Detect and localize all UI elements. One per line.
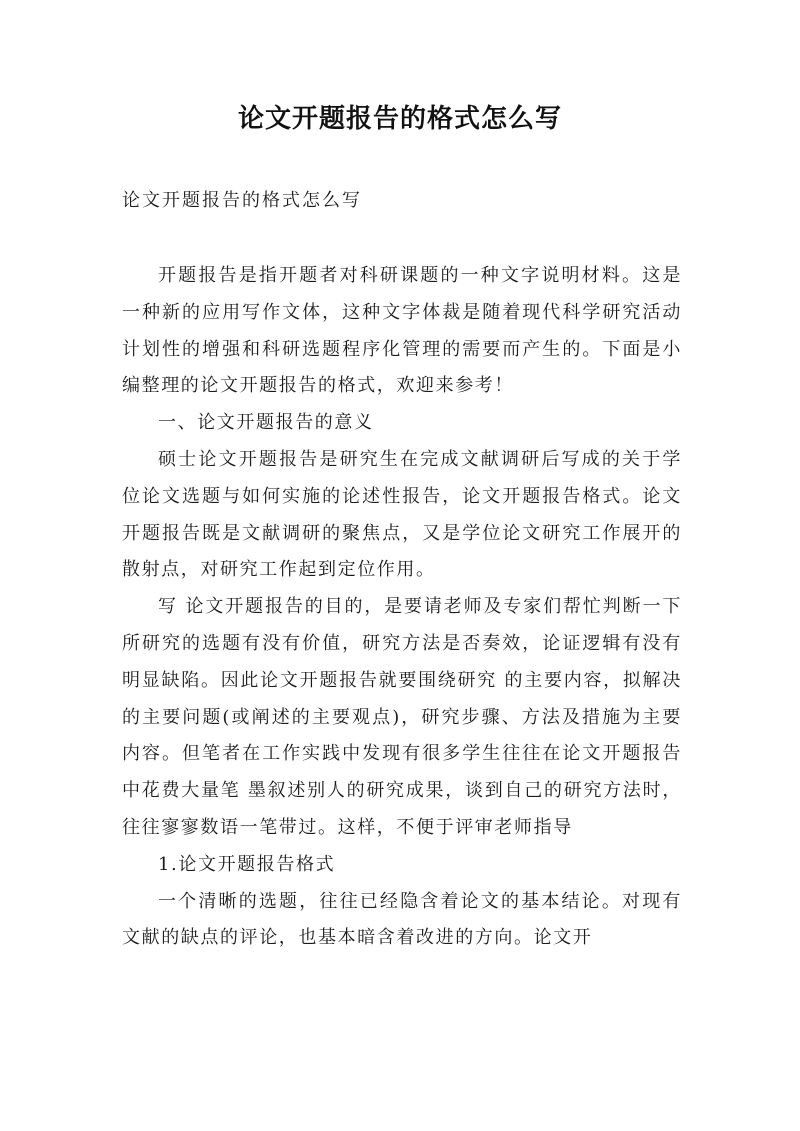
section-heading-significance: 一、论文开题报告的意义 (158, 412, 374, 434)
paragraph-significance: 硕士论文开题报告是研究生在完成文献调研后写成的关于学位论文选题与如何实施的论述性报告，论文开题报告格式。论文开题报告既是文献调研的聚焦点，又是学位论文研究工作展开的散射点，对研究工作起到定位作用。 (122, 448, 682, 581)
document-title: 论文开题报告的格式怎么写 (237, 104, 562, 134)
paragraph-purpose: 写 论文开题报告的目的，是要请老师及专家们帮忙判断一下所研究的选题有没有价值，研究方法是否奏效，论证逻辑有没有明显缺陷。因此论文开题报告就要围绕研究 的主要内容，拟解决的主要问题(或阐述的主要观点)，研究步骤、方法及措施为主要内容。但笔者在工作实践中发现有很多学生往往在论文开题报告中花费大量笔 墨叙述别人的研究成果，谈到自己的研究方法时，往往寥寥数语一笔带过。这样，不便于评审老师指导 (122, 596, 682, 838)
paragraph-intro: 开题报告是指开题者对科研课题的一种文字说明材料。这是一种新的应用写作文体，这种文字体裁是随着现代科学研究活动计划性的增强和科研选题程序化管理的需要而产生的。下面是小编整理的论文开题报告的格式，欢迎来参考！ (122, 265, 682, 397)
paragraph-format: 一个清晰的选题，往往已经隐含着论文的基本结论。对现有文献的缺点的评论，也基本暗含着改进的方向。论文开 (122, 890, 682, 949)
document-body (122, 258, 682, 957)
section-heading-format: 1.论文开题报告格式 (158, 853, 336, 875)
document-subtitle: 论文开题报告的格式怎么写 (122, 190, 362, 211)
